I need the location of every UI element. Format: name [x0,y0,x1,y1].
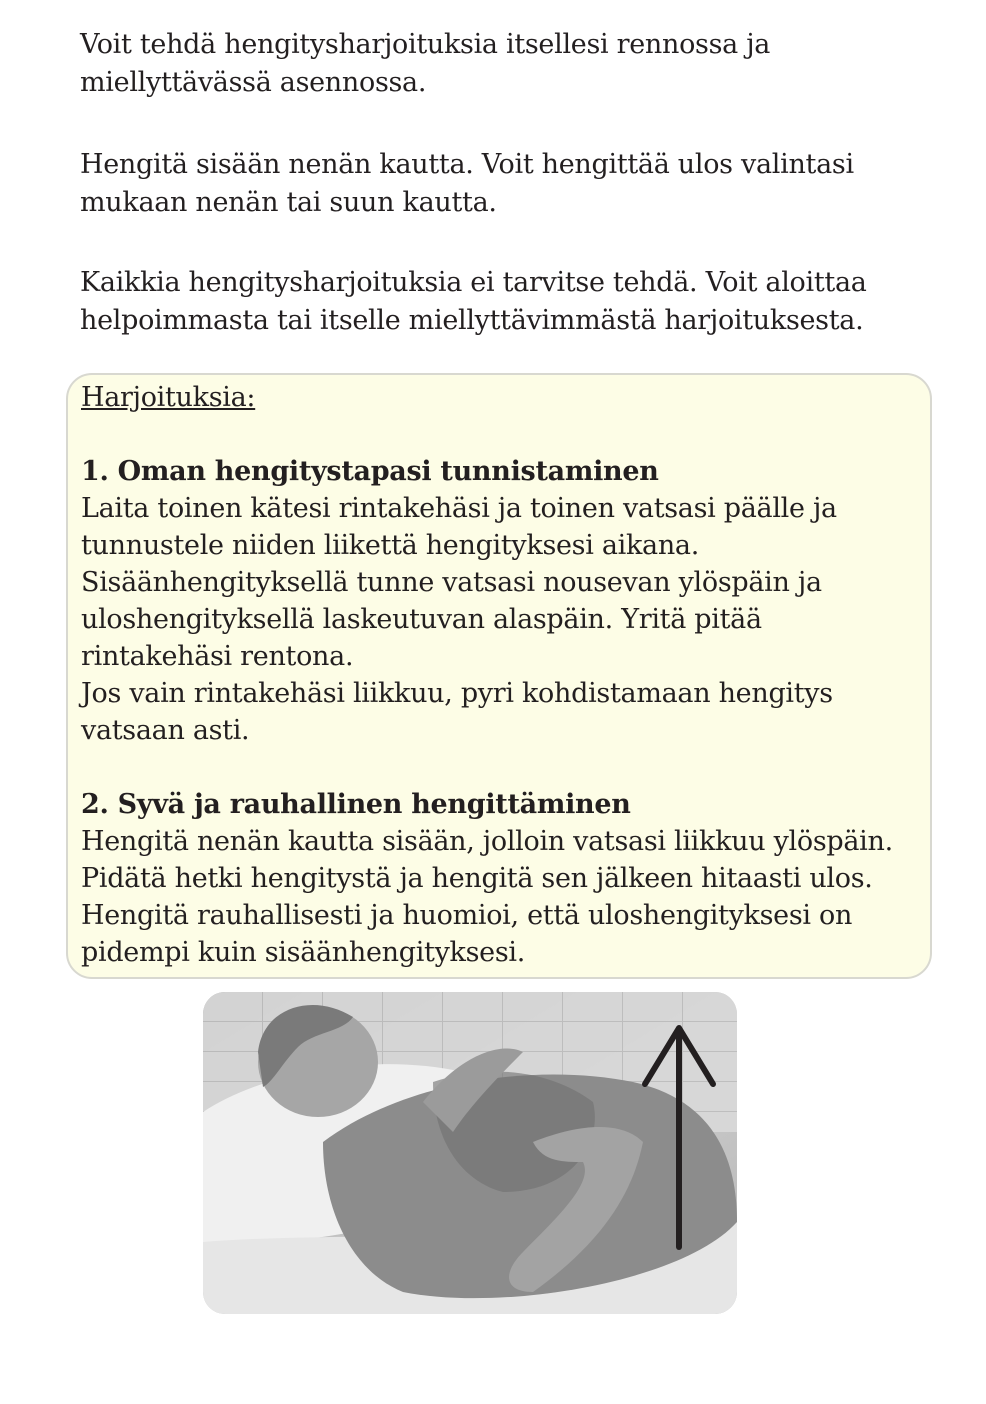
exercise-1-text: Jos vain rintakehäsi liikkuu, pyri kohdistamaan hengitys vatsaan asti. [81,678,833,746]
exercise-1-text: Sisäänhengityksellä tunne vatsasi nousevan ylöspäin ja uloshengityksellä laskeutuvan alaspäin. Yritä pitää rintakehäsi rentona. [81,567,822,672]
exercise-2-text: Hengitä nenän kautta sisään, jolloin vatsasi liikkuu ylöspäin. Pidätä hetki hengitystä ja hengitä sen jälkeen hitaasti ulos. Hengitä rauhallisesti ja huomioi, että uloshengityksesi on pidempi kuin sisäänhengityksesi. [81,826,893,968]
breathing-photo [203,992,737,1314]
exercises-box [66,373,932,979]
exercise-1-text: Laita toinen kätesi rintakehäsi ja toinen vatsasi päälle ja tunnustele niiden liikettä hengityksesi aikana. [81,493,837,561]
intro-paragraph-2: Hengitä sisään nenän kautta. Voit hengittää ulos valintasi mukaan nenän tai suun kautta. [80,149,854,218]
exercises-heading: Harjoituksia: [81,382,256,413]
intro-paragraph-3: Kaikkia hengitysharjoituksia ei tarvitse tehdä. Voit aloittaa helpoimmasta tai itselle miellyttävimmästä harjoituksesta. [80,267,867,336]
exercise-1-title: 1. Oman hengitystapasi tunnistaminen [81,456,659,487]
intro-paragraph-1: Voit tehdä hengitysharjoituksia itsellesi rennossa ja miellyttävässä asennossa. [80,29,771,98]
exercise-2-title: 2. Syvä ja rauhallinen hengittäminen [81,789,631,820]
